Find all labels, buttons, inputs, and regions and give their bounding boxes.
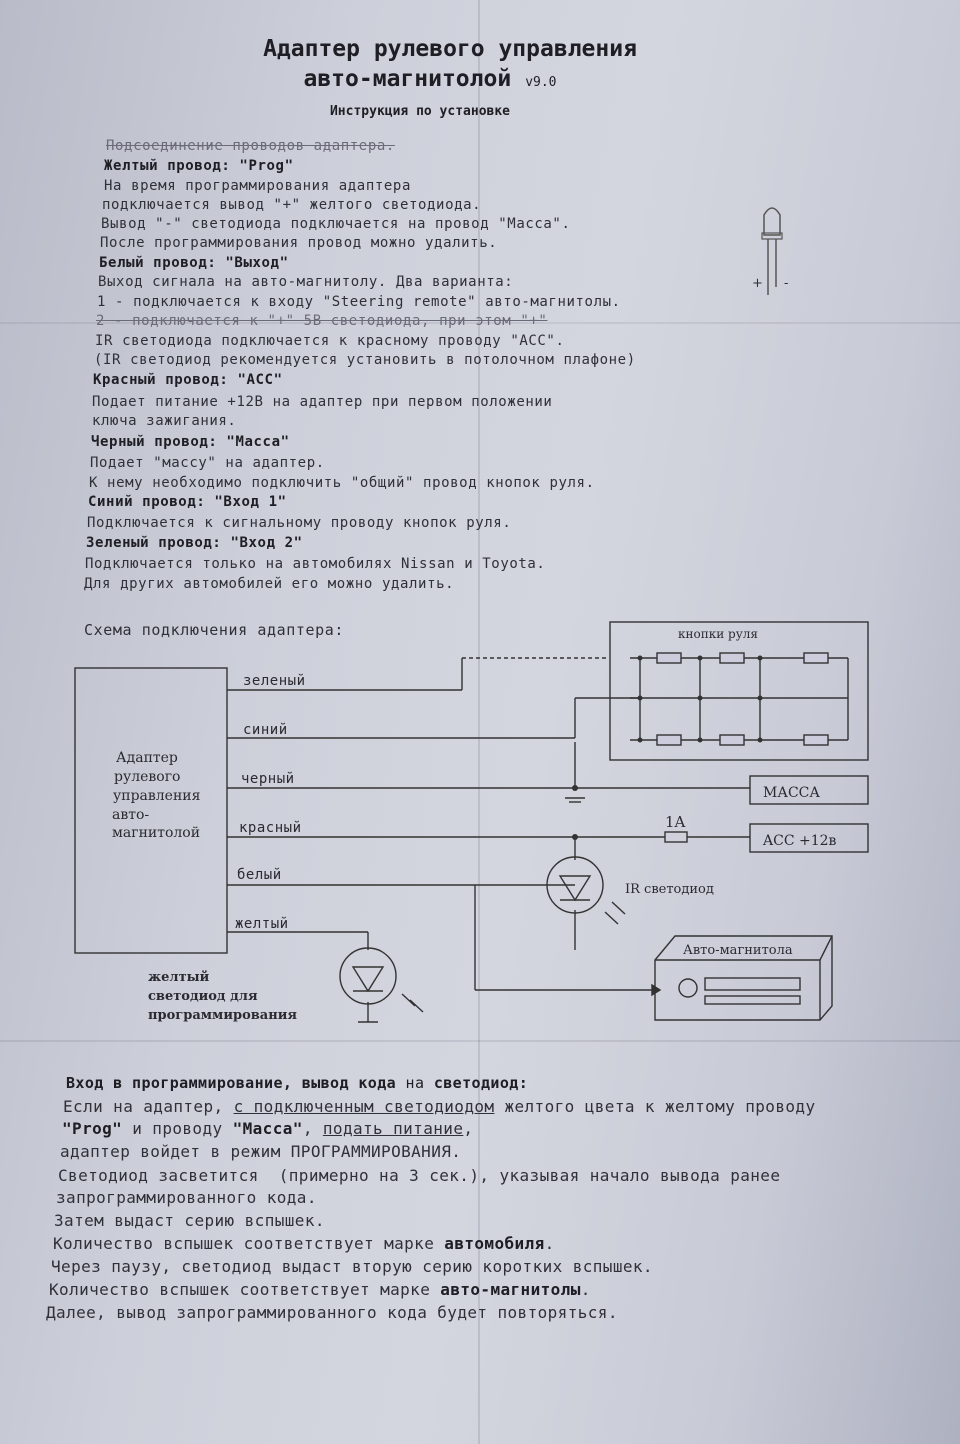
adapter-label: авто- xyxy=(112,807,150,823)
wire-white-label: белый xyxy=(237,867,282,883)
text-part: . xyxy=(580,1280,591,1299)
text-part: автомобиля xyxy=(444,1234,545,1253)
wire-red-label: красный xyxy=(239,820,302,836)
blue-wire-title: Синий провод: "Вход 1" xyxy=(88,494,287,510)
yellow-wire-text: После программирования провод можно удалить. xyxy=(100,235,498,251)
wire-black-label: черный xyxy=(241,771,295,787)
led-component-icon xyxy=(740,195,820,305)
white-wire-text: 2 - подключается к "+" 5В светодиода, при этом "+" xyxy=(96,313,548,329)
text-part: Количество вспышек соответствует марке xyxy=(53,1234,445,1253)
text-part: подать питание xyxy=(322,1119,464,1138)
adapter-label: Адаптер xyxy=(116,750,178,766)
document-title-line2 xyxy=(0,66,880,92)
yellow-led-label: программирования xyxy=(148,1008,297,1023)
programming-text: Затем выдаст серию вспышек. xyxy=(54,1211,325,1230)
wiring-intro: Подсоединение проводов адаптера. xyxy=(106,138,395,154)
programming-title-part: на xyxy=(405,1074,425,1092)
text-part: Если на адаптер, xyxy=(63,1097,234,1116)
programming-text: Светодиод засветится (примерно на 3 сек.), указывая начало вывода ранее xyxy=(58,1166,781,1185)
text-part: "Prog" xyxy=(62,1119,123,1138)
text-part: "Масса" xyxy=(232,1119,303,1138)
acc-label: ACC +12в xyxy=(763,833,837,849)
green-wire-title: Зеленый провод: "Вход 2" xyxy=(86,535,303,551)
wire-yellow-label: желтый xyxy=(235,916,289,932)
programming-text xyxy=(53,1234,555,1253)
adapter-label: управления xyxy=(113,788,201,804)
black-wire-text: Подает "массу" на адаптер. xyxy=(90,455,325,471)
yellow-wire-text: Вывод "-" светодиода подключается на провод "Масса". xyxy=(101,216,571,232)
adapter-label: рулевого xyxy=(114,769,181,785)
programming-title xyxy=(66,1074,528,1092)
programming-text: запрограммированного кода. xyxy=(56,1188,317,1207)
adapter-label: магнитолой xyxy=(112,825,201,841)
led-plus-label: + xyxy=(752,276,763,291)
red-wire-title: Красный провод: "ACC" xyxy=(93,372,283,388)
text-part: и проводу xyxy=(122,1119,233,1138)
yellow-wire-title: Желтый провод: "Prog" xyxy=(104,158,294,174)
ground-label: МАССА xyxy=(763,785,820,801)
programming-text xyxy=(63,1097,815,1116)
black-wire-text: К нему необходимо подключить "общий" провод кнопок руля. xyxy=(89,475,595,491)
ir-led-label: IR светодиод xyxy=(625,882,714,897)
yellow-led-label: светодиод для xyxy=(148,989,258,1004)
connection-schema xyxy=(0,610,960,1040)
programming-text: адаптер войдет в режим ПРОГРАММИРОВАНИЯ. xyxy=(60,1142,462,1161)
programming-text xyxy=(62,1119,473,1138)
adapter-box xyxy=(75,668,227,953)
text-part: , xyxy=(463,1119,474,1138)
blue-wire-text: Подключается к сигнальному проводу кнопок руля. xyxy=(87,515,512,531)
programming-title-part: светодиод: xyxy=(424,1074,529,1092)
text-part: авто-магнитолы xyxy=(440,1280,581,1299)
version-label: v9.0 xyxy=(525,75,557,90)
programming-text: Через паузу, светодиод выдаст вторую серию коротких вспышек. xyxy=(51,1257,653,1276)
white-wire-text: 1 - подключается к входу "Steering remote" авто-магнитолы. xyxy=(97,294,621,310)
yellow-wire-text: На время программирования адаптера xyxy=(104,178,411,194)
black-wire-title: Черный провод: "Масса" xyxy=(91,434,290,450)
title-line2-text: авто-магнитолой xyxy=(303,66,512,92)
yellow-wire-text: подключается вывод "+" желтого светодиода. xyxy=(102,197,482,213)
text-part: . xyxy=(544,1234,555,1253)
red-wire-text: Подает питание +12В на адаптер при первом положении xyxy=(92,394,553,410)
schema-title: Схема подключения адаптера: xyxy=(84,621,345,639)
white-wire-text: (IR светодиод рекомендуется установить в потолочном плафоне) xyxy=(94,352,636,368)
document-subtitle: Инструкция по установке xyxy=(329,104,510,119)
text-part: с подключенным светодиодом xyxy=(233,1097,495,1116)
document-title-line1: Адаптер рулевого управления xyxy=(263,36,637,62)
white-wire-title: Белый провод: "Выход" xyxy=(99,255,289,271)
white-wire-text: Выход сигнала на авто-магнитолу. Два варианта: xyxy=(98,274,514,290)
text-part: желтого цвета к желтому проводу xyxy=(494,1097,816,1116)
programming-title-part: Вход в программирование, вывод кода xyxy=(66,1074,406,1092)
wire-green-label: зеленый xyxy=(243,673,306,689)
led-minus-label: - xyxy=(784,276,789,291)
car-radio-label: Авто-магнитола xyxy=(683,943,793,958)
programming-text xyxy=(49,1280,591,1299)
steering-buttons-label: кнопки руля xyxy=(678,627,758,641)
red-wire-text: ключа зажигания. xyxy=(92,413,237,429)
yellow-led-label: желтый xyxy=(148,970,210,985)
fuse-label: 1A xyxy=(665,813,686,831)
white-wire-text: IR светодиода подключается к красному проводу "ACC". xyxy=(95,333,565,349)
wire-blue-label: синий xyxy=(243,722,288,738)
green-wire-text: Подключается только на автомобилях Nissan и Toyota. xyxy=(85,556,546,572)
programming-text: Далее, вывод запрограммированного кода будет повторяться. xyxy=(46,1303,618,1322)
text-part: Количество вспышек соответствует марке xyxy=(49,1280,441,1299)
green-wire-text: Для других автомобилей его можно удалить. xyxy=(84,576,455,592)
text-part: , xyxy=(302,1119,323,1138)
paper-fold xyxy=(0,1040,960,1042)
